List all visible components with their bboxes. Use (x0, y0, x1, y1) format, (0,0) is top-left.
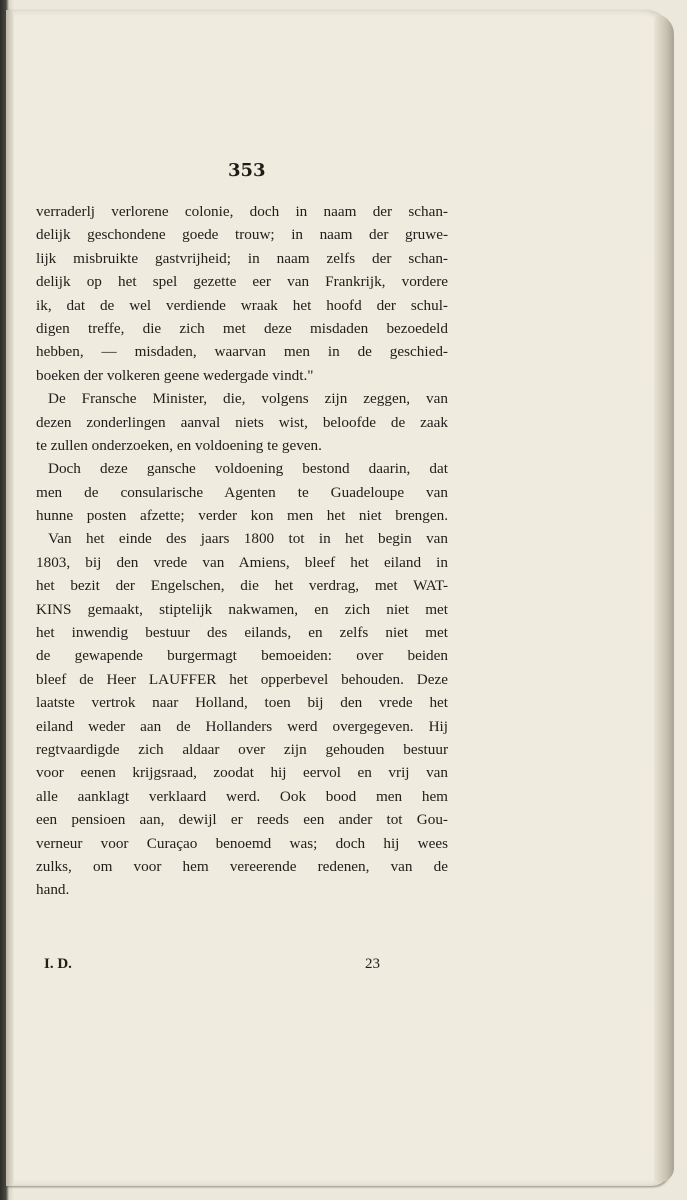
text-line: ik, dat de wel verdiende wraak het hoofd der schul- (36, 296, 448, 314)
text-line: hand. (36, 881, 70, 899)
text-line: hebben, — misdaden, waarvan men in de geschied- (36, 343, 448, 361)
text-line: het bezit der Engelschen, die het verdrag, met WAT- (36, 577, 448, 595)
text-line: digen treffe, die zich met deze misdaden bezoedeld (36, 319, 448, 337)
text-line: boeken der volkeren geene wedergade vindt." (36, 366, 314, 384)
page-gutter (6, 10, 14, 1186)
text-line: regtvaardigde zich aldaar over zijn gehouden bestuur (36, 740, 448, 758)
text-line: alle aanklagt verklaard werd. Ook bood men hem (36, 787, 448, 805)
text-line: eiland weder aan de Hollanders werd overgegeven. Hij (36, 717, 448, 735)
text-line: verraderlj verlorene colonie, doch in naam der schan- (36, 203, 448, 220)
text-line: lijk misbruikte gastvrijheid; in naam zelfs der schan- (36, 249, 448, 267)
text-line: men de consularische Agenten te Guadeloupe van (36, 483, 448, 501)
text-line: dezen zonderlingen aanval niets wist, beloofde de zaak (36, 413, 448, 431)
text-line: een pensioen aan, dewijl er reeds een ander tot Gou- (36, 811, 448, 829)
text-line: KINS gemaakt, stiptelijk nakwamen, en zich niet met (36, 600, 448, 618)
text-line: hunne posten afzette; verder kon men het niet brengen. (36, 507, 448, 525)
body-text (36, 200, 448, 902)
text-line: Doch deze gansche voldoening bestond daarin, dat (48, 460, 448, 478)
text-line: 1803, bij den vrede van Amiens, bleef het eiland in (36, 553, 448, 571)
text-line: verneur voor Curaçao benoemd was; doch hij wees (36, 834, 448, 852)
text-line: zulks, om voor hem vereerende redenen, van de (36, 857, 448, 875)
text-line: voor eenen krijgsraad, zoodat hij eervol en vrij van (36, 764, 448, 782)
text-line: De Fransche Minister, die, volgens zijn zeggen, van (48, 390, 448, 408)
text-line: de gewapende burgermagt bemoeiden: over beiden (36, 647, 448, 665)
text-line: laatste vertrok naar Holland, toen bij den vrede het (36, 694, 448, 712)
text-line: te zullen onderzoeken, en voldoening te geven. (36, 436, 322, 454)
text-line: het inwendig bestuur des eilands, en zelfs niet met (36, 624, 448, 642)
text-line: Van het einde des jaars 1800 tot in het begin van (48, 530, 448, 548)
text-line: bleef de Heer LAUFFER het opperbevel behouden. Deze (36, 670, 448, 688)
page-edge (654, 14, 674, 1182)
text-line: delijk geschondene goede trouw; in naam der gruwe- (36, 226, 448, 244)
text-line: delijk op het spel gezette eer van Frankrijk, vordere (36, 273, 448, 291)
gathering-number: 23 (365, 956, 380, 972)
signature-mark: I. D. (44, 956, 72, 972)
page-number: 353 (228, 160, 266, 181)
